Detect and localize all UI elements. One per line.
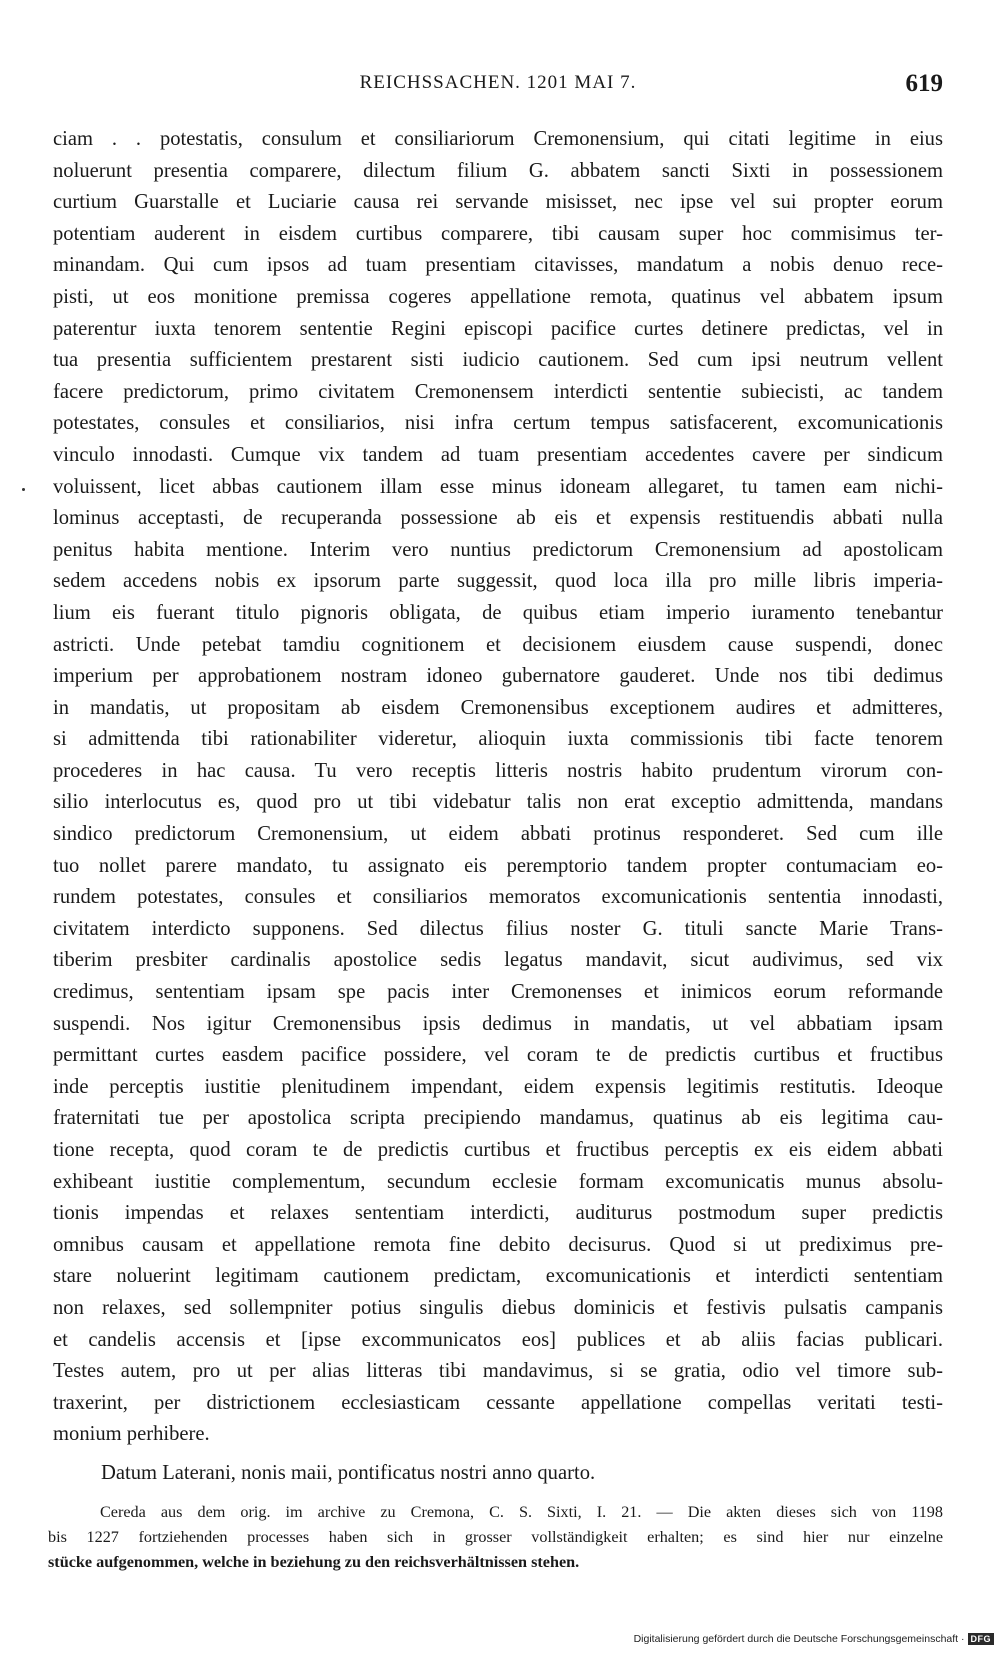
body-text xyxy=(53,124,943,1451)
text-line: tua presentia sufficientem prestarent sisti iudicio cautionem. Sed cum ipsi neutrum vellent xyxy=(53,349,943,372)
text-line: imperium per approbationem nostram idoneo gubernatore gauderet. Unde nos tibi dedimus xyxy=(53,665,943,688)
text-line: ciam . . potestatis, consulum et consiliariorum Cremonensium, qui citati legitime in eius xyxy=(53,128,943,150)
page-header xyxy=(53,70,943,104)
text-line: suspendi. Nos igitur Cremonensibus ipsis dedimus in mandatis, ut vel abbatiam ipsam xyxy=(53,1012,943,1035)
text-line: potentiam auderent in eisdem curtibus comparere, tibi causam super hoc commisimus ter- xyxy=(53,222,943,245)
text-line: lominus acceptasti, de recuperanda possessione ab eis et expensis restituendis abbati nulla xyxy=(53,507,943,530)
credit-text: Digitalisierung gefördert durch die Deutsche Forschungsgemeinschaft · xyxy=(633,1633,965,1645)
text-line: civitatem interdicto supponens. Sed dilectus filius noster G. tituli sancte Marie Trans- xyxy=(53,917,943,940)
text-line: exhibeant iustitie complementum, secundum ecclesie formam excomunicatis munus absolu- xyxy=(53,1170,943,1193)
text-line: tiberim presbiter cardinalis apostolice sedis legatus mandavit, sicut audivimus, sed vix xyxy=(53,949,943,972)
text-line: fraternitati tue per apostolica scripta precipiendo mandamus, quatinus ab eis legitima cau- xyxy=(53,1107,943,1130)
text-line: in mandatis, ut propositam ab eisdem Cremonensibus exceptionem audires et admitteres, xyxy=(53,696,943,719)
text-line: rundem potestates, consules et consiliarios memoratos excomunicationis sententia innodasti, xyxy=(53,886,943,909)
text-line: noluerunt presentia comparere, dilectum filium G. abbatem sancti Sixti in possessionem xyxy=(53,159,943,182)
text-line: Testes autem, pro ut per alias litteras tibi mandavimus, si se gratia, odio vel timore sub- xyxy=(53,1360,943,1383)
text-line: pisti, ut eos monitione premissa cogeres appellatione remota, quatinus vel abbatem ipsum xyxy=(53,285,943,308)
digitization-credit xyxy=(634,1633,994,1645)
running-title: REICHSSACHEN. 1201 MAI 7. xyxy=(359,72,637,93)
margin-mark xyxy=(22,488,25,491)
page-number: 619 xyxy=(905,70,943,97)
editorial-note xyxy=(48,1500,943,1575)
text-line: silio interlocutus es, quod pro ut tibi videbatur talis non erat exceptio admittenda, mandans xyxy=(53,791,943,814)
text-line: monium perhibere. xyxy=(53,1423,210,1446)
text-line: penitus habita mentione. Interim vero nuntius predictorum Cremonensium ad apostolicam xyxy=(53,538,943,561)
text-line: non relaxes, sed sollempniter potius singulis diebus dominicis et festivis pulsatis campanis xyxy=(53,1296,943,1319)
text-line: lium eis fuerant titulo pignoris obligata, de quibus etiam imperio iuramento tenebantur xyxy=(53,601,943,624)
note-line: stücke aufgenommen, welche in beziehung zu den reichsverhältnissen stehen. xyxy=(48,1553,580,1571)
text-line: minandam. Qui cum ipsos ad tuam presentiam citavisses, mandatum a nobis denuo rece- xyxy=(53,254,943,277)
text-line: voluissent, licet abbas cautionem illam esse minus idoneam allegaret, tu tamen eam nichi- xyxy=(53,475,943,498)
text-line: tione recepta, quod coram te de predictis curtibus et fructibus perceptis ex eis eidem abbati xyxy=(53,1139,943,1161)
note-line: bis 1227 fortziehenden processes haben sich in grosser vollständigkeit erhalten; es sind hier nur einzelne xyxy=(48,1528,943,1546)
text-line: si admittenda tibi rationabiliter videretur, alioquin iuxta commissionis tibi facte tenorem xyxy=(53,728,943,751)
text-line: traxerint, per districtionem ecclesiasticam cessante appellatione compellas veritati testi- xyxy=(53,1391,943,1414)
text-line: omnibus causam et appellatione remota fine debito decisurus. Quod si ut prediximus pre- xyxy=(53,1233,943,1256)
text-line: procederes in hac causa. Tu vero receptis litteris nostris habito prudentum virorum con- xyxy=(53,759,943,782)
text-line: sedem accedens nobis ex ipsorum parte suggessit, quod loca illa pro mille libris imperia- xyxy=(53,570,943,593)
text-line: sindico predictorum Cremonensium, ut eidem abbati protinus responderet. Sed cum ille xyxy=(53,823,943,846)
text-line: tionis impendas et relaxes sententiam interdicti, auditurus postmodum super predictis xyxy=(53,1202,943,1225)
text-line: stare noluerint legitimam cautionem predictam, excomunicationis et interdicti sententiam xyxy=(53,1265,943,1288)
text-line: curtium Guarstalle et Luciarie causa rei servande misisset, nec ipse vel sui propter eorum xyxy=(53,191,943,214)
text-line: vinculo innodasti. Cumque vix tandem ad tuam presentiam accedentes cavere per sindicum xyxy=(53,443,943,466)
text-line: facere predictorum, primo civitatem Cremonensem interdicti sententie subiecisti, ac tandem xyxy=(53,380,943,403)
dateline: Datum Laterani, nonis maii, pontificatus nostri anno quarto. xyxy=(101,1462,596,1484)
text-line: potestates, consules et consiliarios, nisi infra certum tempus satisfacerent, excomunicationis xyxy=(53,412,943,435)
dfg-logo: DFG xyxy=(968,1633,995,1645)
text-line: et candelis accensis et [ipse excommunicatos eos] publices et ab aliis facias publicari. xyxy=(53,1328,943,1351)
text-line: astricti. Unde petebat tamdiu cognitionem et decisionem eiusdem cause suspendi, donec xyxy=(53,633,943,656)
text-line: paterentur iuxta tenorem sententie Regini episcopi pacifice curtes detinere predictas, vel in xyxy=(53,317,943,340)
text-line: credimus, sententiam ipsam spe pacis inter Cremonenses et inimicos eorum reformande xyxy=(53,981,943,1004)
text-line: permittant curtes easdem pacifice possidere, vel coram te de predictis curtibus et fructibus xyxy=(53,1044,943,1067)
note-line: Cereda aus dem orig. im archive zu Cremona, C. S. Sixti, I. 21. — Die akten dieses sich von 1198 xyxy=(100,1503,943,1521)
text-line: tuo nollet parere mandato, tu assignato eis peremptorio tandem propter contumaciam eo- xyxy=(53,854,943,877)
text-line: inde perceptis iustitie plenitudinem impendant, eidem expensis legitimis restitutis. Ideoque xyxy=(53,1075,943,1098)
